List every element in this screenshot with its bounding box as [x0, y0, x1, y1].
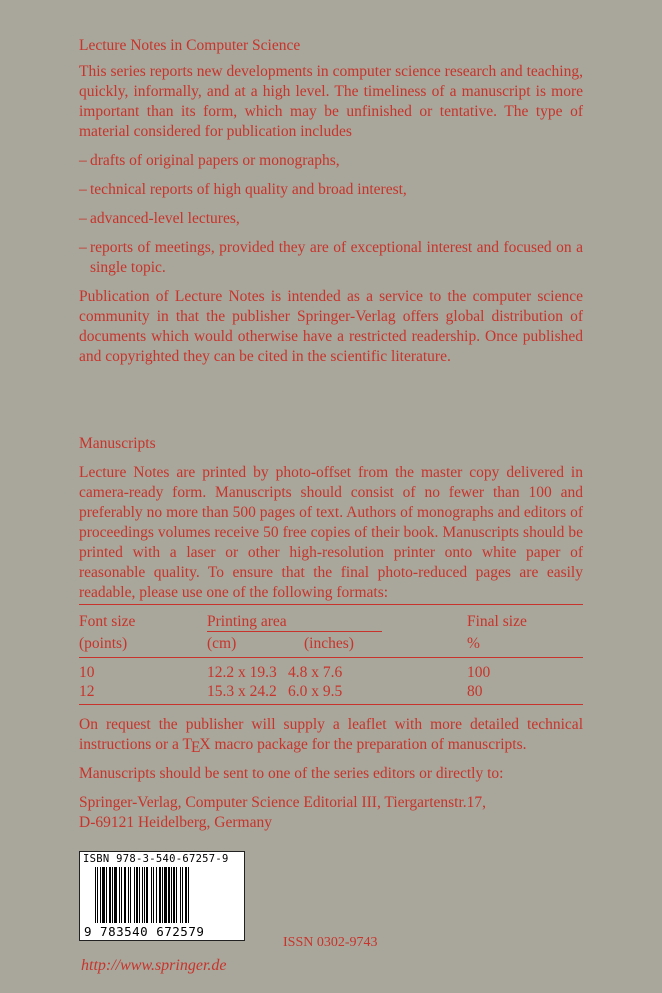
header-final-size: Final size: [467, 613, 527, 630]
barcode-bar: [153, 867, 154, 923]
barcode-bar: [144, 867, 145, 923]
list-item: – reports of meetings, provided they are of exceptional interest and focused on a single topic.: [79, 239, 583, 276]
barcode-bar: [182, 867, 183, 923]
instructions-section: [79, 715, 583, 833]
barcode-bar: [124, 867, 126, 923]
table-top-rule: [79, 604, 583, 605]
barcode-bar: [188, 867, 189, 923]
list-item: – drafts of original papers or monographs,: [79, 152, 340, 169]
barcode-bar: [136, 867, 138, 923]
barcode-bar: [114, 867, 117, 923]
barcode-bar: [156, 867, 157, 923]
barcode-bar: [171, 867, 172, 923]
series-title: Lecture Notes in Computer Science: [79, 37, 301, 54]
list-item: – advanced-level lectures,: [79, 210, 240, 227]
printing-area-rule: [207, 631, 382, 632]
barcode-bar: [146, 867, 148, 923]
manuscripts-section: [79, 434, 583, 603]
manuscripts-paragraph: Lecture Notes are printed by photo-offset from the master copy delivered in camera-ready form. Manuscripts should consist of no fewer than 100 and preferably no more than 500 pages of text. Authors of monographs and editors of proceedings volumes receive 50 free copies of their book. Manuscripts should be printed with a laser or other high-resolution printer onto white paper of reasonable quality. To ensure that the final photo-reduced pages are easily readable, please use one of the following formats:: [79, 464, 583, 601]
publication-paragraph: Publication of Lecture Notes is intended as a service to the computer science community in that the publisher Springer-Verlag offers global distribution of documents which would otherwise have a restricted readership. Once published and copyrighted they can be cited in the scientific literature.: [79, 288, 583, 365]
barcode-digits: 9 783540 672579: [84, 924, 205, 939]
send-paragraph: Manuscripts should be sent to one of the series editors or directly to:: [79, 765, 504, 782]
barcode-bar: [176, 867, 177, 923]
barcode-bar: [95, 867, 96, 923]
table-cell: 12: [79, 683, 95, 700]
isbn-barcode: [79, 851, 245, 941]
table-cell: 80: [467, 683, 483, 700]
barcode-bar: [168, 867, 170, 923]
series-intro: This series reports new developments in computer science research and teaching, quickly, informally, and at a high level. The timeliness of a manuscript is more important than its form, which may be unfinished or tentative. The type of material considered for publication includes: [79, 63, 583, 140]
address-line: D-69121 Heidelberg, Germany: [79, 814, 272, 831]
series-section: [79, 36, 583, 367]
header-printing-area: Printing area: [207, 613, 287, 630]
table-header-rule: [79, 657, 583, 658]
header-points: (points): [79, 635, 128, 652]
barcode-bar: [151, 867, 152, 923]
barcode-bar: [142, 867, 143, 923]
barcode-bar: [128, 867, 129, 923]
header-percent: %: [467, 635, 480, 652]
address: [79, 793, 583, 833]
tex-logo: TEX: [182, 736, 211, 756]
table-cell: 15.3 x 24.2: [207, 683, 277, 700]
list-item: – technical reports of high quality and broad interest,: [79, 181, 407, 198]
barcode-bar: [162, 867, 163, 923]
header-inches: (inches): [304, 635, 354, 652]
isbn-number: ISBN 978-3-540-67257-9: [83, 853, 229, 865]
barcode-bar: [173, 867, 175, 923]
table-bottom-rule: [79, 704, 583, 705]
barcode-bar: [180, 867, 181, 923]
header-font-size: Font size: [79, 613, 136, 630]
barcode-bar: [100, 867, 101, 923]
table-cell: 4.8 x 7.6: [288, 664, 343, 681]
address-line: Springer-Verlag, Computer Science Editorial III, Tiergartenstr.17,: [79, 794, 487, 811]
barcode-bars-icon: [95, 867, 231, 923]
publisher-url[interactable]: http://www.springer.de: [81, 957, 227, 974]
barcode-bar: [109, 867, 111, 923]
barcode-bar: [159, 867, 161, 923]
barcode-bar: [185, 867, 187, 923]
manuscripts-title: Manuscripts: [79, 435, 156, 452]
table-cell: 100: [467, 664, 491, 681]
barcode-bar: [112, 867, 113, 923]
barcode-bar: [121, 867, 122, 923]
issn-number: ISSN 0302-9743: [283, 935, 378, 950]
barcode-bar: [139, 867, 140, 923]
barcode-bar: [97, 867, 98, 923]
barcode-bar: [134, 867, 135, 923]
barcode-bar: [130, 867, 131, 923]
table-cell: 12.2 x 19.3: [207, 664, 277, 681]
request-paragraph: On request the publisher will supply a leaflet with more detailed technical instructions or a TEX macro package for the preparation of manuscripts.: [79, 716, 583, 756]
barcode-bar: [164, 867, 167, 923]
barcode-bar: [106, 867, 107, 923]
header-cm: (cm): [207, 635, 237, 652]
barcode-bar: [119, 867, 120, 923]
table-cell: 6.0 x 9.5: [288, 683, 343, 700]
barcode-bar: [102, 867, 105, 923]
table-cell: 10: [79, 664, 95, 681]
material-list: [79, 151, 583, 278]
